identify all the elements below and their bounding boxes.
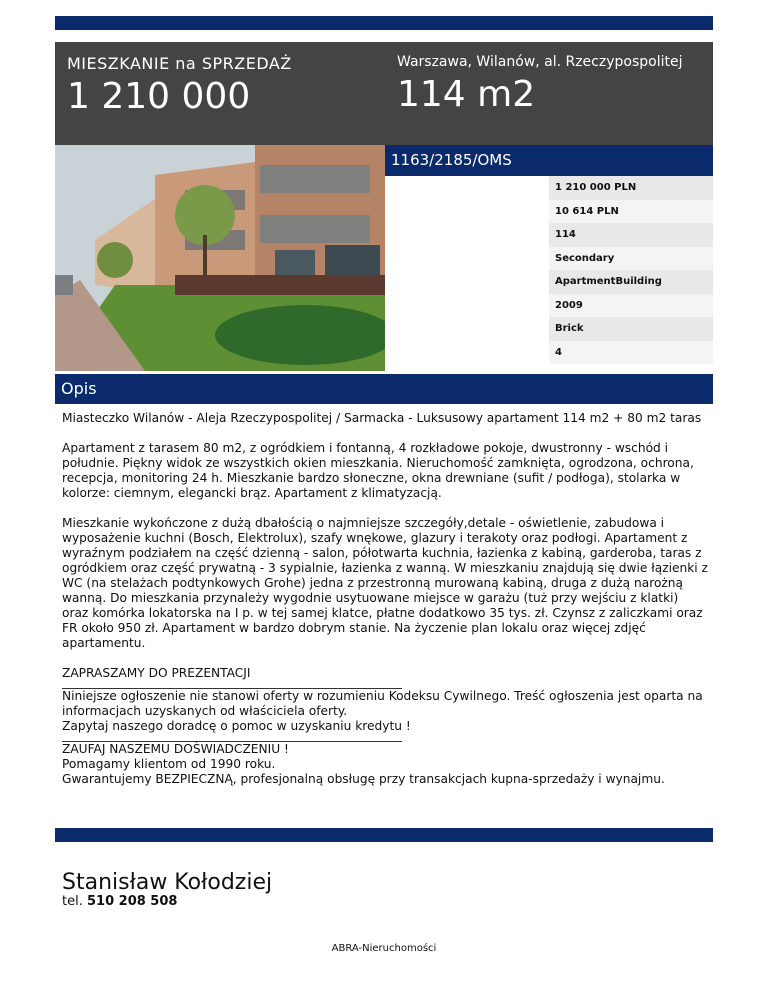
- details-row: [385, 176, 713, 200]
- description-body: [62, 411, 708, 787]
- listing-price: 1 210 000: [67, 76, 251, 117]
- listing-reference-number: 1163/2185/OMS: [385, 145, 713, 176]
- details-material-value: Brick: [549, 317, 713, 341]
- details-building-type-value: ApartmentBuilding: [549, 270, 713, 294]
- listing-area: 114 m2: [397, 74, 536, 115]
- credit-advice-text: Zapytaj naszego doradcę o pomoc w uzyskaniu kredytu !: [62, 719, 411, 733]
- details-area-value: 114: [549, 223, 713, 247]
- property-photo: [55, 145, 385, 371]
- details-row: [385, 247, 713, 271]
- listing-header: [55, 42, 713, 145]
- guarantee-text: Gwarantujemy BEZPIECZNĄ, profesjonalną obsługę przy transakcjach kupna-sprzedaży i wynajmu.: [62, 772, 665, 786]
- details-row: [385, 200, 713, 224]
- listing-type: MIESZKANIE na SPRZEDAŻ: [67, 54, 292, 73]
- section-title-description: Opis: [55, 374, 713, 404]
- since-text: Pomagamy klientom od 1990 roku.: [62, 757, 276, 771]
- description-paragraph: Miasteczko Wilanów - Aleja Rzeczypospolitej / Sarmacka - Luksusowy apartament 114 m2 + 80 m2 taras: [62, 411, 702, 425]
- details-market-value: Secondary: [549, 247, 713, 271]
- description-paragraph: Apartament z tarasem 80 m2, z ogródkiem i fontanną, 4 rozkładowe pokoje, dwustronny - wschód i południe. Piękny widok ze wszystkich okien mieszkania. Nieruchomość zamknięta, ogrodzona, ochrona, recepcja, monitoring 24 h. Mieszkanie bardzo słoneczne, okna drewniane (sufit / podłoga), stolarka w kolorze: ciemnym, elegancki brąz. Apartament z klimatyzacją.: [62, 441, 694, 500]
- details-row: [385, 341, 713, 365]
- agent-phone-line: [62, 894, 177, 909]
- trust-heading: ZAUFAJ NASZEMU DOŚWIADCZENIU !: [62, 742, 289, 756]
- disclaimer-text: Niniejsze ogłoszenie nie stanowi oferty w rozumieniu Kodeksu Cywilnego. Treść ogłoszenia jest oparta na informacjach uzyskanych od właściciela oferty.: [62, 689, 703, 718]
- header-right: [397, 54, 707, 115]
- phone-label: tel.: [62, 894, 83, 909]
- property-photo-image: [55, 145, 385, 371]
- top-accent-bar: [55, 16, 713, 30]
- description-paragraph: Mieszkanie wykończone z dużą dbałością o najmniejsze szczegóły,detale - oświetlenie, zabudowa i wyposażenie kuchni (Bosch, Elektrolux), szafy wnękowe, glazury i terakoty oraz podłogi. Apartament z wyraźnym podziałem na część dzienną - salon, półotwarta kuchnia, łazienka z kabiną, garderoba, taras z ogródkiem oraz część prywatną - 3 sypialnie, łazienka z wanną. W mieszkaniu znajdują się dwie łązienki z WC (na stelażach podtynkowych Grohe) jedna z przestronną murowaną kabiną, druga z dużą narożną wanną. Do mieszkania przynależy wygodnie usytuowane miejsce w garażu (tuż przy wejściu z klatki) oraz komórka lokatorska na I p. w tej samej klatce, płatne dodatkowo 35 tys. zł. Czynsz z zaliczkami oraz FR około 950 zł. Apartament w bardzo dobrym stanie. Na życzenie plan lokalu oraz więcej zdjęć apartamentu.: [62, 516, 708, 650]
- details-row: [385, 294, 713, 318]
- details-rooms-value: 4: [549, 341, 713, 365]
- agent-phone-number: 510 208 508: [86, 894, 178, 909]
- details-row: [385, 317, 713, 341]
- header-left: [67, 54, 292, 117]
- details-row: [385, 223, 713, 247]
- details-price-per-m2-value: 10 614 PLN: [549, 200, 713, 224]
- listing-location: Warszawa, Wilanów, al. Rzeczypospolitej: [397, 54, 683, 70]
- details-price-value: 1 210 000 PLN: [549, 176, 713, 200]
- bottom-accent-bar: [55, 828, 713, 842]
- footer-agency-name: ABRA-Nieruchomości: [331, 943, 437, 954]
- agent-name: Stanisław Kołodziej: [62, 870, 273, 895]
- details-year-value: 2009: [549, 294, 713, 318]
- listing-details-table: [385, 176, 713, 364]
- description-invitation: ZAPRASZAMY DO PREZENTACJI: [62, 666, 251, 680]
- details-row: [385, 270, 713, 294]
